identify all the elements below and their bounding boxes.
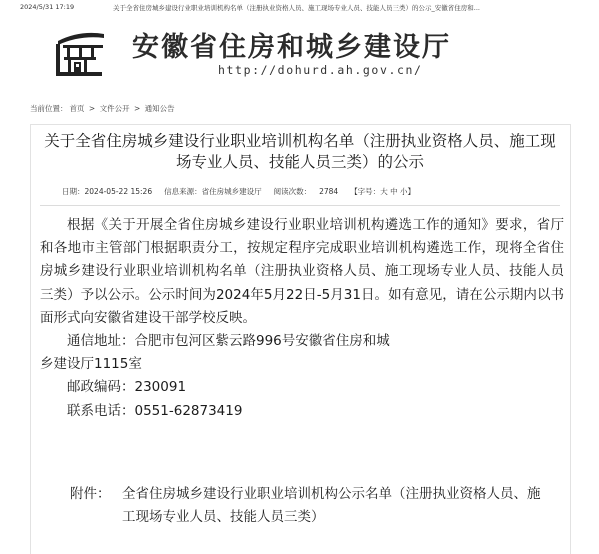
breadcrumb [30,103,177,114]
site-name[interactable]: 安徽省住房和城乡建设厅 [132,32,451,63]
print-page-title: 关于全省住房城乡建设行业职业培训机构名单（注册执业资格人员、施工现场专业人员、技能人员三类）的公示_安徽省住房和... [113,4,480,12]
font-size-label: 【字号： [350,187,381,196]
site-logo-icon[interactable] [54,28,106,78]
article-meta [62,186,415,197]
article-title: 关于全省住房城乡建设行业职业培训机构名单（注册执业资格人员、施工现场专业人员、技能人员三类）的公示 [44,132,556,171]
views-label: 阅读次数： [273,187,312,196]
breadcrumb-item-home[interactable]: 首页 [69,104,85,113]
article-body [40,214,564,423]
site-header [0,18,599,90]
breadcrumb-item-documents[interactable]: 文件公开 [99,104,130,113]
info-source: 省住房城乡建设厅 [201,187,262,196]
print-timestamp: 2024/5/31 17:19 [20,3,75,11]
divider [40,205,560,206]
attachment [70,483,550,529]
publish-date: 2024-05-22 15:26 [84,187,153,196]
attachment-link[interactable]: 全省住房城乡建设行业职业培训机构公示名单（注册执业资格人员、施工现场专业人员、技能人员三类） [122,486,541,525]
article-paragraph: 根据《关于开展全省住房城乡建设行业职业培训机构遴选工作的通知》要求，省厅和各地市主管部门根据职责分工，按规定程序完成职业培训机构遴选工作，现将全省住房城乡建设行业职业培训机构名单（注册执业资格人员、施工现场专业人员、技能人员三类）予以公示。公示时间为2024年5月22日-5月31日。如有意见，请在公示期内以书面形式向安徽省建设干部学校反映。 [40,217,564,326]
address-line-2: 乡建设厅1115室 [40,356,142,373]
font-size-medium-button[interactable]: 中 [390,187,398,196]
breadcrumb-item-notices[interactable]: 通知公告 [144,104,175,113]
site-url[interactable]: http://dohurd.ah.gov.cn/ [218,63,423,77]
phone: 联系电话：0551-62873419 [67,402,243,419]
source-label: 信息来源： [164,187,202,196]
breadcrumb-separator: > [133,104,141,113]
font-size-small-button[interactable]: 小 [399,187,408,196]
attachment-label: 附件： [70,486,111,502]
date-label: 日期： [62,187,85,196]
font-size-close: 】 [407,187,415,196]
breadcrumb-label: 当前位置： [30,104,68,113]
view-count: 2784 [319,187,339,196]
font-size-large-button[interactable]: 大 [380,187,388,196]
address-line-1: 通信地址：合肥市包河区紫云路996号安徽省住房和城 [67,333,390,350]
postcode: 邮政编码：230091 [67,379,187,396]
print-header [0,0,599,14]
breadcrumb-separator: > [88,104,96,113]
